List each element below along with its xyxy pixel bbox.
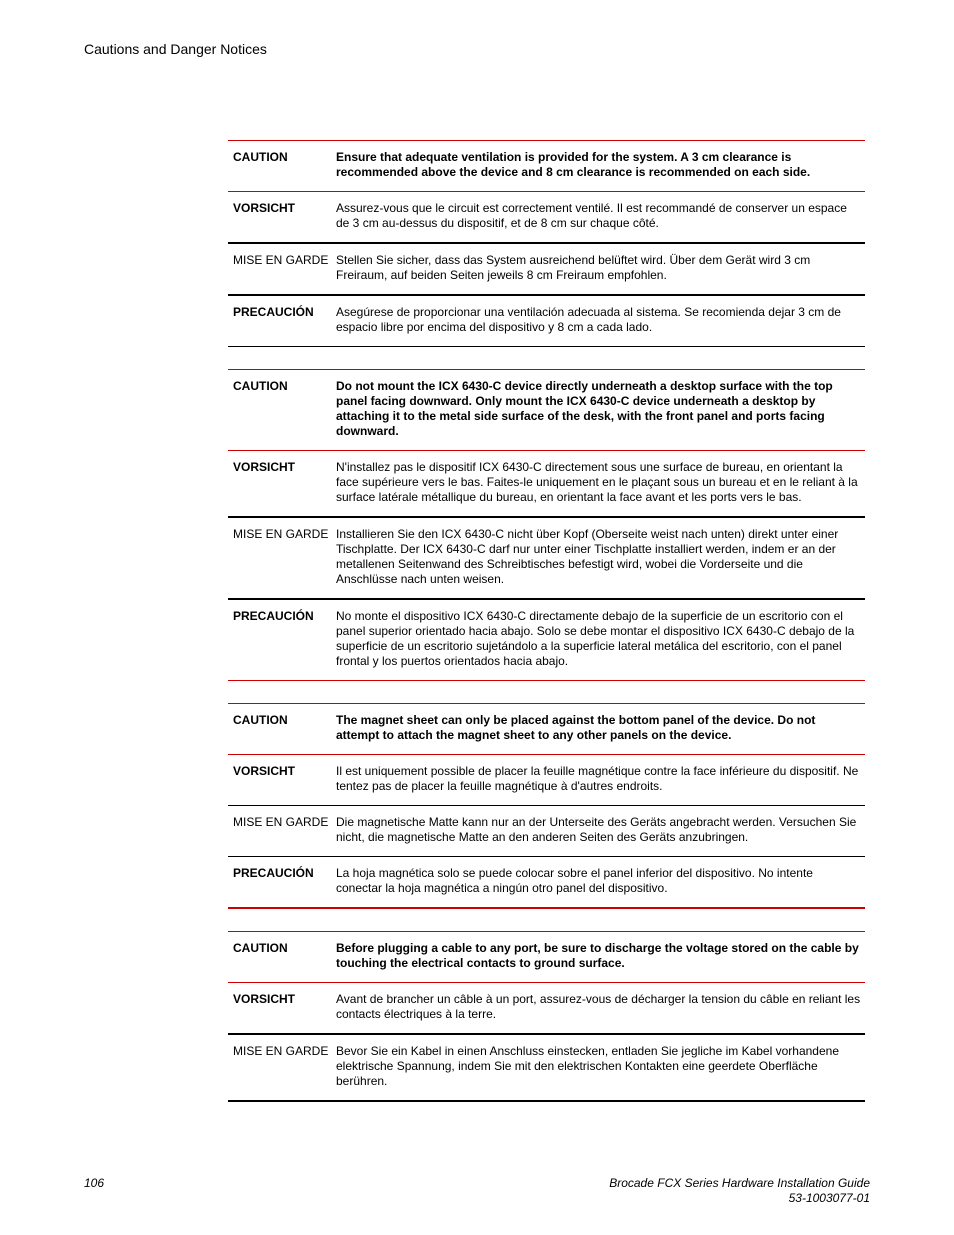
divider bbox=[228, 346, 865, 347]
notice-row-caution bbox=[228, 140, 865, 191]
notice-text: Bevor Sie ein Kabel in einen Anschluss einstecken, entladen Sie jegliche im Kabel vorhandene elektrische Spannung, indem Sie mit den elektrischen Kontakten eine geerdete Oberfläche berühren. bbox=[336, 1044, 839, 1088]
notice-text: Il est uniquement possible de placer la feuille magnétique contre la face inférieure du dispositif. Ne tentez pas de placer la feuille magnétique à d'autres endroits. bbox=[336, 764, 859, 793]
notice-label: PRECAUCIÓN bbox=[233, 866, 314, 880]
notice-block-ventilation bbox=[228, 140, 865, 347]
notice-label: MISE EN GARDE bbox=[233, 253, 329, 267]
page-header: Cautions and Danger Notices bbox=[84, 41, 267, 57]
notice-label: VORSICHT bbox=[233, 460, 296, 474]
notice-label: CAUTION bbox=[233, 941, 288, 955]
notice-row-vorsicht bbox=[228, 450, 865, 516]
notice-label: VORSICHT bbox=[233, 992, 296, 1006]
notice-label: MISE EN GARDE bbox=[233, 1044, 329, 1058]
notice-label: PRECAUCIÓN bbox=[233, 305, 314, 319]
notice-text: Before plugging a cable to any port, be sure to discharge the voltage stored on the cable by touching the electrical contacts to ground surface. bbox=[336, 941, 859, 970]
notice-block-cable-discharge bbox=[228, 931, 865, 1102]
notice-text: Installieren Sie den ICX 6430-C nicht über Kopf (Oberseite weist nach unten) direkt unter einer Tischplatte. Der ICX 6430-C darf nur unter einer Tischplatte installiert werden, indem er an der metallenen Seitenwand des Schreibtisches befestigt wird, wobei die Vorderseite und die Anschlüsse nach unten weisen. bbox=[336, 527, 839, 586]
notice-row-caution bbox=[228, 369, 865, 450]
notice-block-desktop-mount bbox=[228, 369, 865, 681]
notice-text: Die magnetische Matte kann nur an der Unterseite des Geräts angebracht werden. Versuchen Sie nicht, die magnetische Matte an den anderen Seiten des Geräts anzubringen. bbox=[336, 815, 857, 844]
notice-text: Stellen Sie sicher, dass das System ausreichend belüftet wird. Über dem Gerät wird 3 cm Freiraum, auf beiden Seiten jeweils 8 cm Freiraum empfohlen. bbox=[336, 253, 811, 282]
notice-row-caution bbox=[228, 703, 865, 754]
page-number: 106 bbox=[84, 1176, 105, 1190]
notice-label: MISE EN GARDE bbox=[233, 527, 329, 541]
notice-row-caution bbox=[228, 931, 865, 982]
notice-row-precaucion bbox=[228, 294, 865, 346]
divider bbox=[228, 680, 865, 681]
notice-label: VORSICHT bbox=[233, 764, 296, 778]
notice-block-magnet-sheet bbox=[228, 703, 865, 909]
notice-row-mise-en-garde bbox=[228, 516, 865, 598]
notice-text: Assurez-vous que le circuit est correctement ventilé. Il est recommandé de conserver un espace de 3 cm au-dessus du dispositif, et de 8 cm sur chaque côté. bbox=[336, 201, 847, 230]
notice-row-mise-en-garde bbox=[228, 805, 865, 856]
divider bbox=[228, 907, 865, 909]
footer-doc-info bbox=[609, 1176, 870, 1206]
notice-text: Avant de brancher un câble à un port, assurez-vous de décharger la tension du câble en reliant les contacts électriques à la terre. bbox=[336, 992, 861, 1021]
notice-text: The magnet sheet can only be placed against the bottom panel of the device. Do not attempt to attach the magnet sheet to any other panels on the device. bbox=[336, 713, 816, 742]
notice-row-precaucion bbox=[228, 856, 865, 907]
footer-doc-number: 53-1003077-01 bbox=[788, 1191, 870, 1205]
notices-container bbox=[228, 140, 865, 1102]
notice-row-mise-en-garde bbox=[228, 242, 865, 294]
notice-text: Asegúrese de proporcionar una ventilación adecuada al sistema. Se recomienda dejar 3 cm de espacio libre por encima del dispositivo y 8 cm a cada lado. bbox=[336, 305, 841, 334]
notice-label: MISE EN GARDE bbox=[233, 815, 329, 829]
notice-row-vorsicht bbox=[228, 754, 865, 805]
notice-text: Do not mount the ICX 6430-C device directly underneath a desktop surface with the top panel facing downward. Only mount the ICX 6430-C device underneath a desktop by attaching it to the metal side surface of the desk, with the front panel and ports facing downward. bbox=[336, 379, 833, 438]
footer-doc-title: Brocade FCX Series Hardware Installation Guide bbox=[609, 1176, 870, 1190]
notice-text: La hoja magnética solo se puede colocar sobre el panel inferior del dispositivo. No intente conectar la hoja magnética a ningún otro panel del dispositivo. bbox=[336, 866, 813, 895]
notice-label: VORSICHT bbox=[233, 201, 296, 215]
notice-row-vorsicht bbox=[228, 191, 865, 242]
notice-label: CAUTION bbox=[233, 150, 288, 164]
notice-label: CAUTION bbox=[233, 379, 288, 393]
notice-label: CAUTION bbox=[233, 713, 288, 727]
divider bbox=[228, 1100, 865, 1102]
notice-label: PRECAUCIÓN bbox=[233, 609, 314, 623]
notice-text: N'installez pas le dispositif ICX 6430-C directement sous une surface de bureau, en orientant la face supérieure vers le bas. Faites-le uniquement en le plaçant sous un bureau et en le reliant à la surface latérale métallique du bureau, en orientant la face avant et les ports vers le bas. bbox=[336, 460, 858, 504]
notice-row-precaucion bbox=[228, 598, 865, 680]
notice-row-vorsicht bbox=[228, 982, 865, 1033]
notice-text: No monte el dispositivo ICX 6430-C directamente debajo de la superficie de un escritorio con el panel superior orientado hacia abajo. Solo se debe montar el dispositivo ICX 6430-C debajo de la superficie de un escritorio sujetándolo a la superficie lateral metálica del escritorio, con el panel frontal y los puertos orientados hacia abajo. bbox=[336, 609, 855, 668]
notice-row-mise-en-garde bbox=[228, 1033, 865, 1100]
notice-text: Ensure that adequate ventilation is provided for the system. A 3 cm clearance is recommended above the device and 8 cm clearance is recommended on each side. bbox=[336, 150, 811, 179]
